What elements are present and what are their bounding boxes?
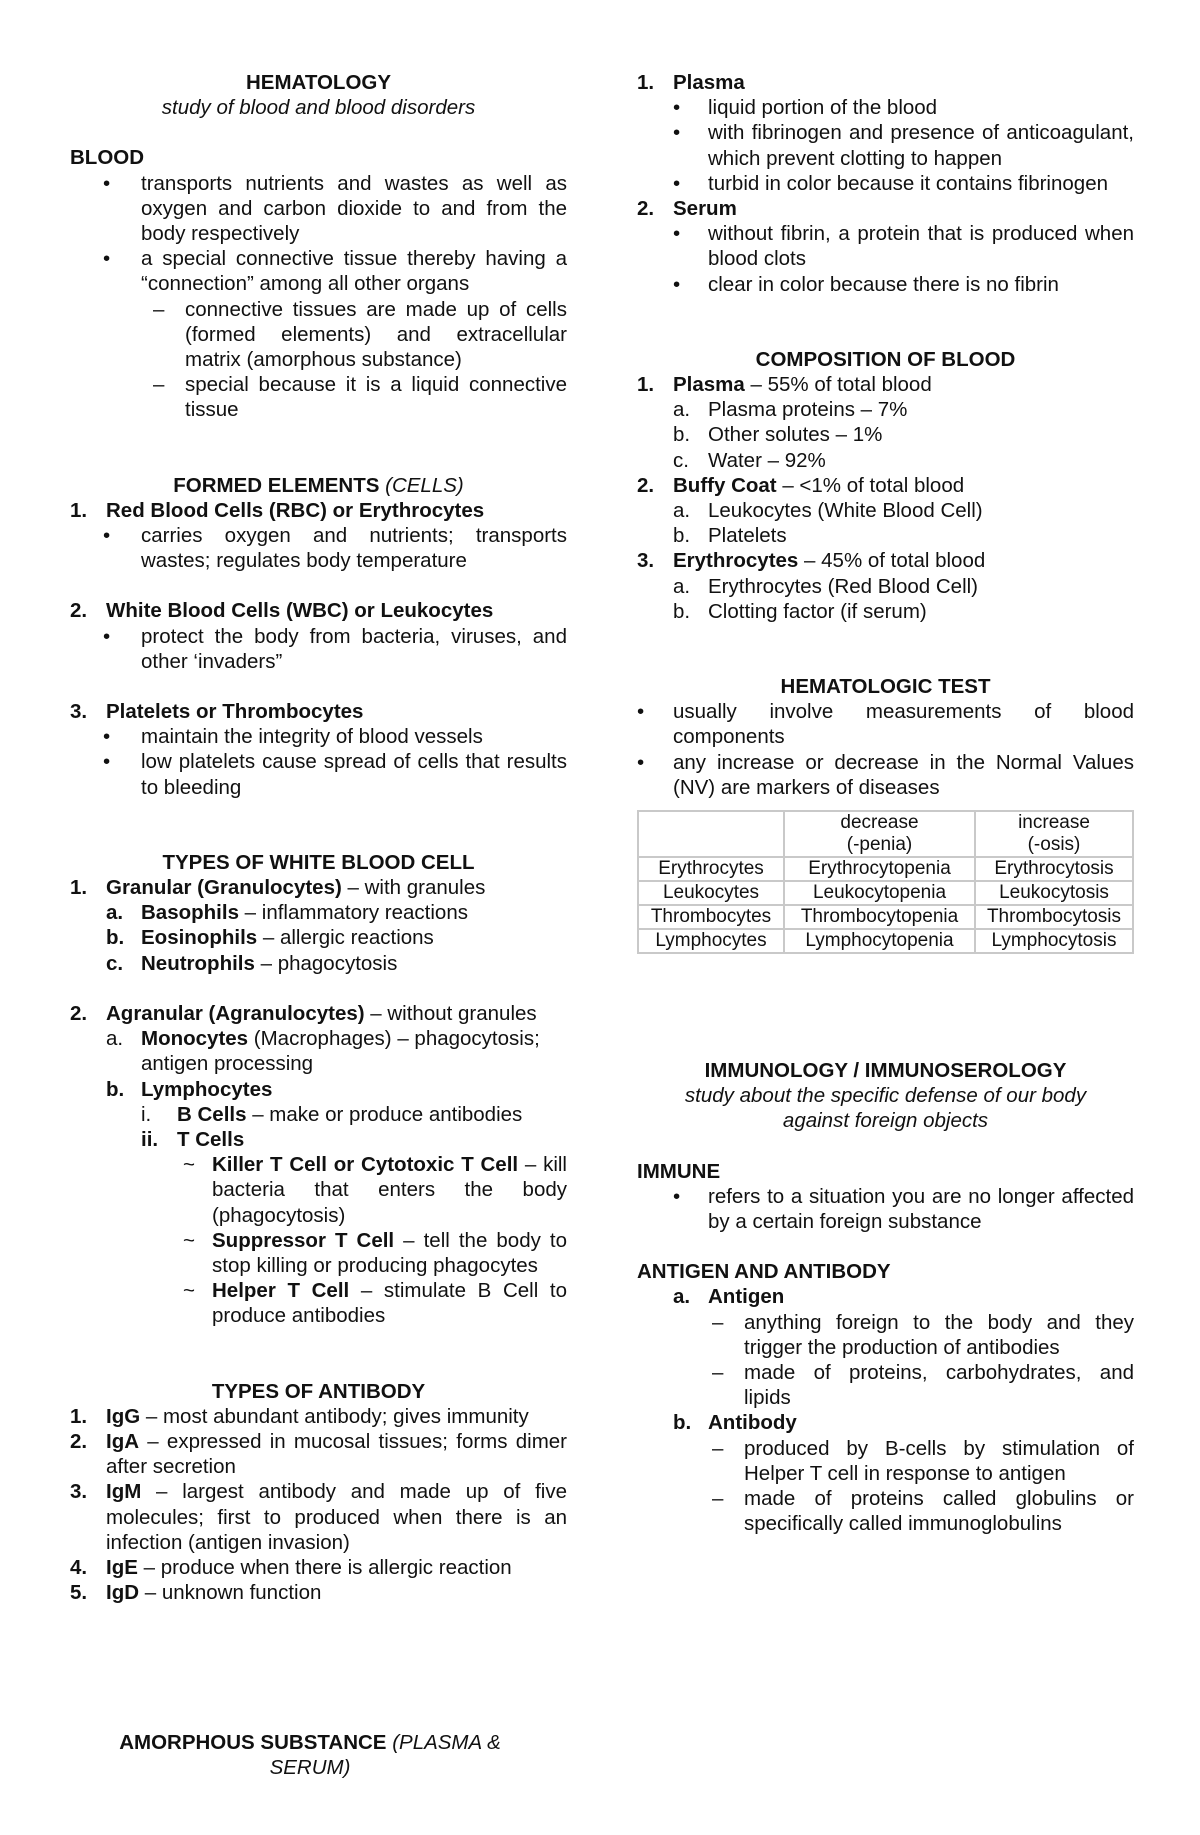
list-item: c. Neutrophils – phagocytosis [106, 951, 398, 975]
list-item: b. Platelets [673, 524, 787, 548]
hematologic-test-heading: HEMATOLOGIC TEST [780, 675, 991, 699]
wbc-types-heading: TYPES OF WHITE BLOOD CELL [162, 850, 475, 874]
table-row [638, 881, 1133, 905]
composition-heading: COMPOSITION OF BLOOD [755, 347, 1016, 371]
table-cell: Lymphocytes [638, 929, 784, 953]
list-item: – produced by B-cells by stimulation of Helper T cell in response to antigen [712, 1436, 1134, 1485]
list-item: • low platelets cause spread of cells that results to bleeding [103, 750, 567, 799]
table-cell [638, 811, 784, 857]
list-item: i. B Cells – make or produce antibodies [141, 1102, 523, 1126]
list-item: a. Monocytes (Macrophages) – phagocytosis; antigen processing [106, 1027, 540, 1076]
list-item: 5. IgD – unknown function [70, 1581, 322, 1605]
list-item: – made of proteins, carbohydrates, and lipids [712, 1361, 1134, 1410]
table-cell: Lymphocytosis [975, 929, 1133, 953]
list-item: 3. Platelets or Thrombocytes [70, 700, 364, 724]
table-cell: Erythrocytes [638, 857, 784, 881]
immunology-title: IMMUNOLOGY / IMMUNOSEROLOGY [704, 1059, 1067, 1082]
list-item: a. Plasma proteins – 7% [673, 398, 908, 422]
list-item: • transports nutrients and wastes as well as oxygen and carbon dioxide to and from the body respectively [103, 171, 567, 246]
list-item: b. Antibody [673, 1411, 797, 1435]
list-item: • with fibrinogen and presence of anticoagulant, which prevent clotting to happen [673, 121, 1134, 170]
list-item: 2. IgA – expressed in mucosal tissues; forms dimer after secretion [70, 1429, 567, 1479]
table-cell: Leukocytopenia [784, 881, 975, 905]
table-cell: Thrombocytosis [975, 905, 1133, 929]
list-item: • maintain the integrity of blood vessels [103, 725, 483, 749]
list-item: b. Lymphocytes [106, 1077, 273, 1101]
list-item: 4. IgE – produce when there is allergic reaction [70, 1555, 512, 1579]
list-item: – anything foreign to the body and they trigger the production of antibodies [712, 1310, 1134, 1359]
list-item: b. Eosinophils – allergic reactions [106, 926, 434, 950]
list-item: 1. IgG – most abundant antibody; gives immunity [70, 1404, 529, 1428]
list-item: 2. White Blood Cells (WBC) or Leukocytes [70, 599, 494, 623]
list-item: 1. Granular (Granulocytes) – with granules [70, 876, 486, 900]
list-item: ~ Killer T Cell or Cytotoxic T Cell – kill bacteria that enters the body (phagocytosis) [183, 1153, 567, 1227]
list-item: • any increase or decrease in the Normal Values (NV) are markers of diseases [637, 750, 1134, 799]
table-cell: Thrombocytes [638, 905, 784, 929]
table-header-decrease: decrease (-penia) [784, 811, 975, 857]
table-row [638, 929, 1133, 953]
antigen-antibody-heading: ANTIGEN AND ANTIBODY [637, 1260, 891, 1284]
table-cell: Leukocytes [638, 881, 784, 905]
list-item: • carries oxygen and nutrients; transports wastes; regulates body temperature [103, 524, 567, 573]
table-header-row [638, 811, 1133, 857]
list-item: a. Erythrocytes (Red Blood Cell) [673, 574, 979, 598]
amorphous-heading: AMORPHOUS SUBSTANCE (PLASMA & SERUM) [119, 1731, 501, 1780]
table-cell: Erythrocytosis [975, 857, 1133, 881]
list-item: b. Other solutes – 1% [673, 423, 883, 447]
list-item: • without fibrin, a protein that is produced when blood clots [673, 222, 1134, 271]
page-title: HEMATOLOGY [245, 71, 392, 94]
right-column [637, 70, 1134, 954]
list-item: 2. Agranular (Agranulocytes) – without granules [70, 1001, 537, 1025]
list-item: ~ Helper T Cell – stimulate B Cell to produce antibodies [183, 1279, 568, 1328]
formed-elements-heading: FORMED ELEMENTS (CELLS) [173, 473, 464, 497]
immunology-subtitle: study about the specific defense of our body against foreign objects [684, 1084, 1087, 1133]
list-item: 3. Erythrocytes – 45% of total blood [637, 549, 986, 573]
list-item: 1. Plasma – 55% of total blood [637, 373, 932, 397]
list-item: ii. T Cells [141, 1127, 245, 1151]
list-item: 3. IgM – largest antibody and made up of five molecules; first to produced when there is an infection (antigen invasion) [70, 1480, 567, 1554]
list-item: – special because it is a liquid connective tissue [153, 373, 567, 422]
list-item: c. Water – 92% [673, 448, 826, 472]
list-item: a. Leukocytes (White Blood Cell) [673, 499, 983, 523]
list-item: 1. Plasma [637, 71, 745, 94]
list-item: • protect the body from bacteria, viruses, and other ‘invaders” [103, 624, 567, 673]
table-cell: Erythrocytopenia [784, 857, 975, 881]
list-item: ~ Suppressor T Cell – tell the body to stop killing or producing phagocytes [183, 1228, 567, 1277]
list-item: • turbid in color because it contains fibrinogen [673, 171, 1108, 195]
list-item: • refers to a situation you are no longer affected by a certain foreign substance [673, 1184, 1134, 1234]
list-item: 1. Red Blood Cells (RBC) or Erythrocytes [70, 498, 485, 522]
table-header-increase: increase (-osis) [975, 811, 1133, 857]
table-cell: Lymphocytopenia [784, 929, 975, 953]
blood-heading: BLOOD [70, 146, 145, 170]
table-cell: Leukocytosis [975, 881, 1133, 905]
list-item: – made of proteins called globulins or specifically called immunoglobulins [712, 1487, 1134, 1536]
page-subtitle: study of blood and blood disorders [161, 96, 476, 120]
list-item: a. Antigen [673, 1285, 785, 1309]
table-row [638, 857, 1133, 881]
list-item: a. Basophils – inflammatory reactions [106, 901, 468, 925]
list-item: • liquid portion of the blood [673, 96, 938, 120]
antibody-types-heading: TYPES OF ANTIBODY [211, 1379, 426, 1403]
list-item: • a special connective tissue thereby having a “connection” among all other organs [103, 247, 567, 296]
immunology-section [637, 1058, 1134, 1536]
immune-heading: IMMUNE [637, 1159, 721, 1183]
list-item: • usually involve measurements of blood components [637, 700, 1134, 749]
list-item: 2. Buffy Coat – <1% of total blood [637, 473, 965, 497]
table-cell: Thrombocytopenia [784, 905, 975, 929]
list-item: 2. Serum [637, 197, 737, 221]
list-item: – connective tissues are made up of cells (formed elements) and extracellular matrix (amorphous substance) [153, 297, 567, 372]
table-row [638, 905, 1133, 929]
left-column [70, 70, 567, 1605]
hematologic-table [637, 810, 1134, 954]
list-item: • clear in color because there is no fibrin [673, 272, 1059, 296]
list-item: b. Clotting factor (if serum) [673, 599, 927, 623]
